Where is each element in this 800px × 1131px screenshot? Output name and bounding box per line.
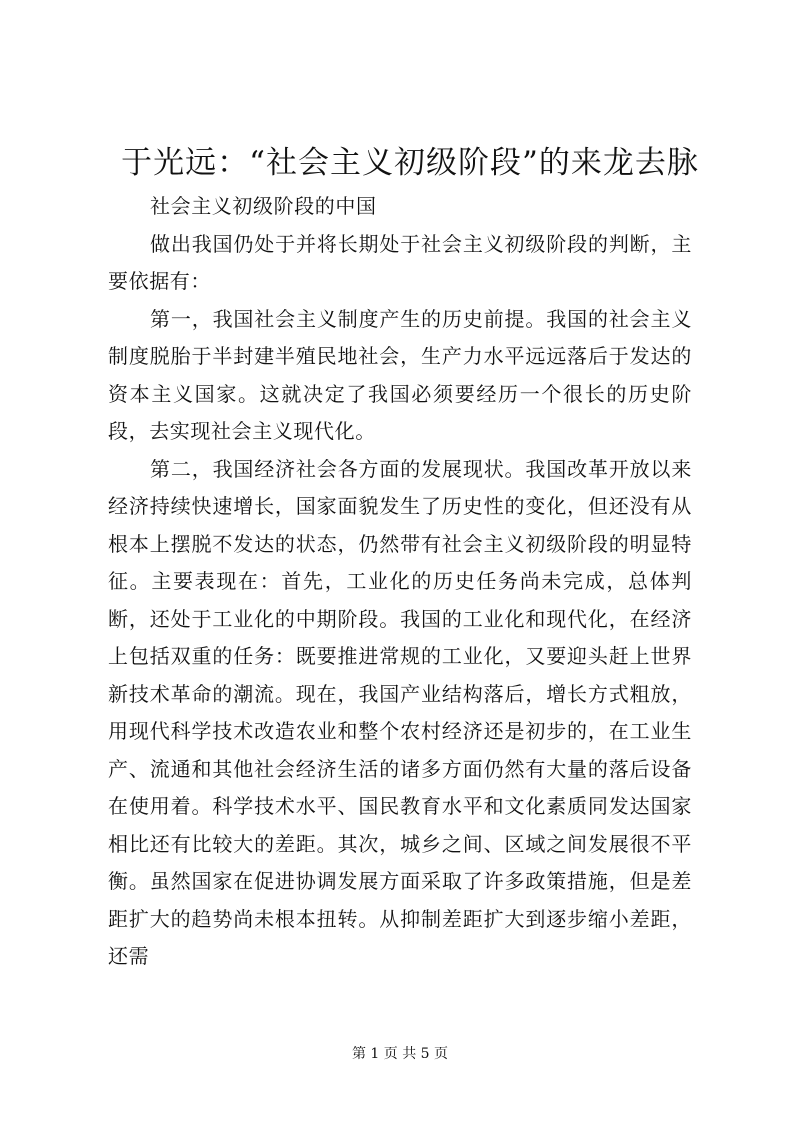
paragraph-first-point: 第一，我国社会主义制度产生的历史前提。我国的社会主义制度脱胎于半封建半殖民地社会，生产力水平远远落后于发达的资本主义国家。这就决定了我国必须要经历一个很长的历史阶段，去实现社会主义现代化。 [108,306,692,443]
document-title: 于光远：“社会主义初级阶段”的来龙去脉 [121,145,699,181]
paragraph-second-point: 第二，我国经济社会各方面的发展现状。我国改革开放以来经济持续快速增长，国家面貌发生了历史性的变化，但还没有从根本上摆脱不发达的状态，仍然带有社会主义初级阶段的明显特征。主要表现在：首先，工业化的历史任务尚未完成，总体判断，还处于工业化的中期阶段。我国的工业化和现代化，在经济上包括双重的任务：既要推进常规的工业化，又要迎头赶上世界新技术革命的潮流。现在，我国产业结构落后，增长方式粗放，用现代科学技术改造农业和整个农村经济还是初步的，在工业生产、流通和其他社会经济生活的诸多方面仍然有大量的落后设备在使用着。科学技术水平、国民教育水平和文化素质同发达国家相比还有比较大的差距。其次，城乡之间、区域之间发展很不平衡。虽然国家在促进协调发展方面采取了许多政策措施，但是差距扩大的趋势尚未根本扭转。从抑制差距扩大到逐步缩小差距，还需 [108,456,692,968]
paragraph-subtitle: 社会主义初级阶段的中国 [150,194,377,218]
page-number-footer: 第 1 页 共 5 页 [351,1046,449,1062]
paragraph-intro: 做出我国仍处于并将长期处于社会主义初级阶段的判断，主要依据有： [108,231,692,293]
document-body [108,188,692,976]
